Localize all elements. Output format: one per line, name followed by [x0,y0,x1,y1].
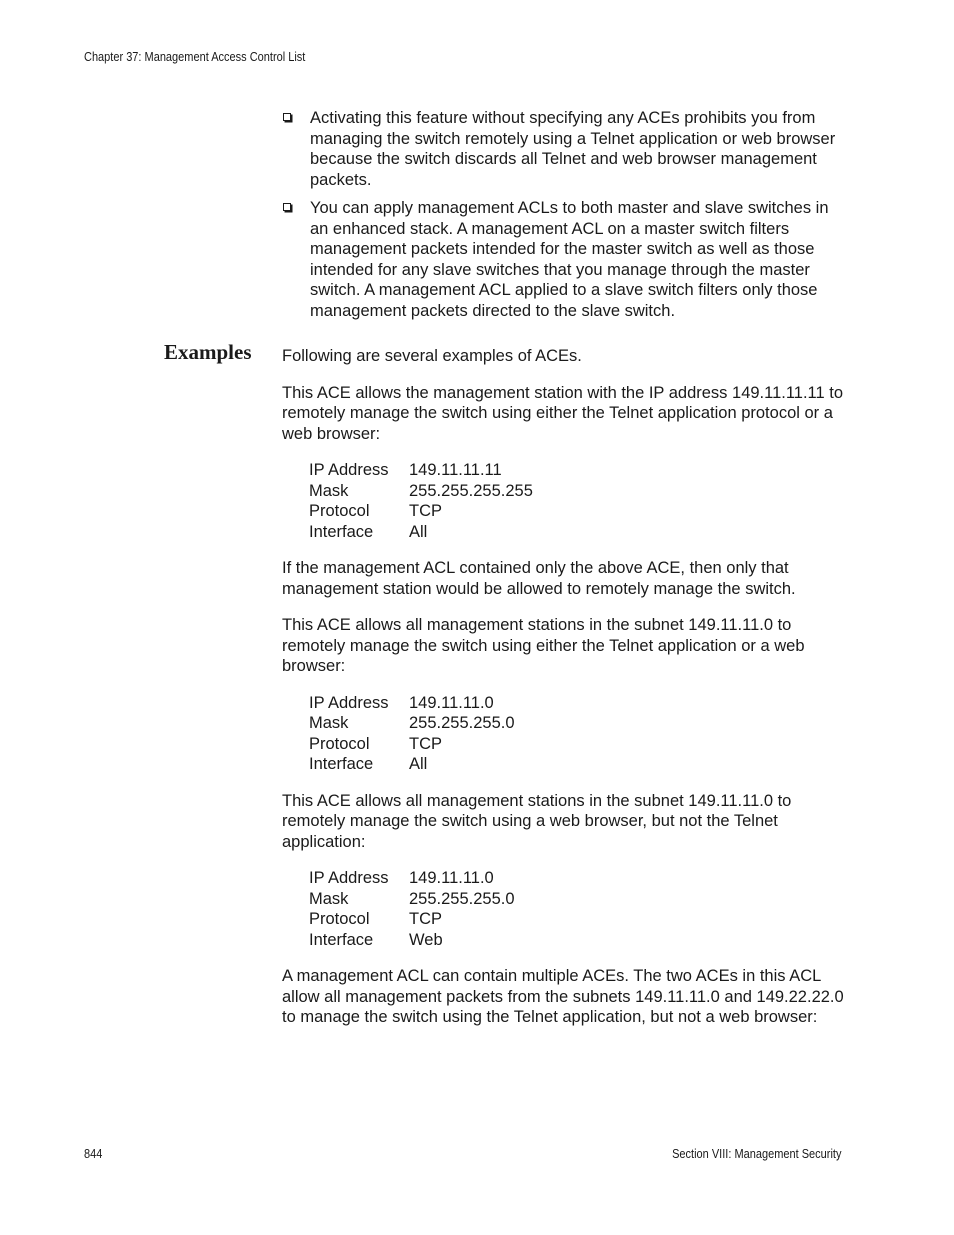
ace-key: Interface [309,930,374,949]
bullet-item [282,198,844,321]
ace-value: TCP [409,502,442,520]
ace-key: IP Address [309,693,389,712]
page-number: 844 [84,1147,103,1161]
ace-value: All [409,522,428,541]
ace-table-3 [309,868,515,950]
paragraph: This ACE allows the management station with the IP address 149.11.11.11 to remotely manage the switch using either the Telnet application protocol or a web browser: [282,383,844,443]
ace-row [309,460,533,481]
ace-row [309,693,515,714]
bullet-item [282,108,844,190]
ace-value: TCP [409,734,442,753]
ace-key: Mask [309,714,349,732]
ace-row [309,909,515,930]
ace-key: Protocol [309,910,370,928]
ace-row [309,754,515,775]
ace-key: Protocol [309,734,370,753]
running-header: Chapter 37: Management Access Control List [84,50,306,64]
ace-key: Interface [309,522,374,541]
examples-intro: Following are several examples of ACEs. [282,347,582,365]
paragraph: A management ACL can contain multiple ACEs. The two ACEs in this ACL allow all management packets from the subnets 149.11.11.0 and 149.22.22.0 to manage the switch using the Telnet application, but not a web browser: [282,967,844,1026]
bullet-text: You can apply management ACLs to both master and slave switches in an enhanced stack. A management ACL on a master switch filters management packets intended for the master switch as well as those intended for any slave switches that you manage through the master switch. A management ACL applied to a slave switch filters only those management packets directed to the slave switch. [310,199,829,320]
ace-row [309,734,515,755]
ace-row [309,501,533,522]
ace-value: 255.255.255.0 [409,889,515,908]
page-content [282,108,844,1044]
paragraph: This ACE allows all management stations in the subnet 149.11.11.0 to remotely manage the switch using either the Telnet application or a web browser: [282,616,805,675]
paragraph: If the management ACL contained only the above ACE, then only that management station would be allowed to remotely manage the switch. [282,559,796,598]
ace-key: Mask [309,481,349,500]
ace-value: 255.255.255.0 [409,714,515,732]
ace-key: IP Address [309,869,389,887]
bullet-text: Activating this feature without specifying any ACEs prohibits you from managing the switch remotely using a Telnet application or web browser because the switch discards all Telnet and web browser management packets. [310,109,836,189]
ace-row [309,522,533,543]
bullet-box-icon [283,203,291,211]
ace-table-2 [309,693,515,775]
bullet-box-icon [283,113,291,121]
paragraph: This ACE allows all management stations in the subnet 149.11.11.0 to remotely manage the switch using a web browser, but not the Telnet application: [282,791,792,851]
ace-row [309,889,515,910]
ace-key: Protocol [309,502,370,520]
ace-row [309,930,515,951]
ace-row [309,713,515,734]
ace-key: IP Address [309,461,389,479]
ace-value: TCP [409,910,442,928]
examples-heading: Examples [164,340,252,364]
ace-value: 255.255.255.255 [409,481,533,500]
ace-key: Mask [309,889,349,908]
ace-value: 149.11.11.0 [409,693,494,712]
running-footer: Section VIII: Management Security [671,1147,841,1161]
ace-row [309,868,515,889]
ace-row [309,481,533,502]
ace-value: 149.11.11.11 [409,461,502,479]
ace-key: Interface [309,755,374,773]
ace-value: All [409,755,428,773]
ace-value: 149.11.11.0 [409,869,494,887]
ace-table-1 [309,460,533,542]
ace-value: Web [409,930,443,949]
